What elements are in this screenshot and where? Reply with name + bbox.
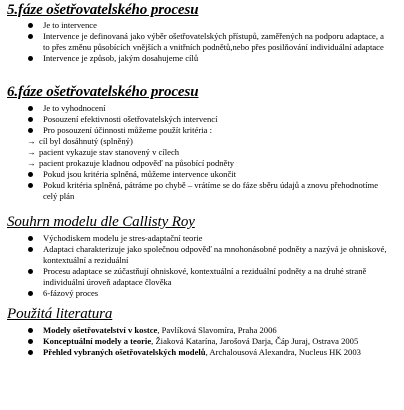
- list-item: 6-fázový proces: [27, 288, 389, 299]
- arrow-icon: →: [27, 158, 36, 168]
- list-item: Je to vyhodnocení: [27, 103, 389, 114]
- list-item: Intervence je definovaná jako výběr ošetřovatelských přístupů, zaměřených na podporu adaptace, a to přes změnu působících vnějších a vnitřních podnětů,nebo přes posilňování individuální adaptace: [27, 31, 389, 53]
- bullet-icon: [28, 172, 33, 177]
- bullet-icon: [28, 56, 33, 61]
- section-heading-phase6: 6.fáze ošetřovatelského procesu: [7, 84, 199, 100]
- bullet-icon: [28, 23, 33, 28]
- list-item: Je to intervence: [27, 20, 389, 31]
- list-item: Adaptaci charakterizuje jako společnou odpověď na mnohonásobné podněty a nazývá je ohniskové, kontextuální a reziduální: [27, 244, 389, 266]
- bullet-icon: [28, 106, 33, 111]
- bullet-icon: [28, 117, 33, 122]
- bullet-icon: [28, 128, 33, 133]
- list-item: → cíl byl dosáhnutý (splněný): [27, 136, 133, 146]
- list-item: → pacient vykazuje stav stanovený v cílech: [27, 147, 180, 157]
- list-item: Intervence je způsob, jakým dosahujeme cílů: [27, 53, 389, 64]
- bullet-icon: [28, 236, 33, 241]
- list-item: Pokud jsou kritéria splněná, můžeme intervence ukončit: [27, 169, 389, 180]
- arrow-icon: →: [27, 136, 36, 146]
- list-item: Pro posouzení účinnosti můžeme použít kritéria :: [27, 125, 389, 136]
- reference-item: Přehled vybraných ošetřovatelských modelů, Archalousová Alexandra, Nucleus HK 2003: [27, 347, 389, 358]
- bullet-icon: [28, 328, 33, 333]
- list-item: Procesu adaptace se zúčastňují ohniskové, kontextuální a reziduální podněty a na druhé straně individuální úroveň adaptace člověka: [27, 266, 389, 288]
- arrow-icon: →: [27, 147, 36, 157]
- roy-summary-list: [27, 233, 389, 299]
- list-item: Posouzení efektivnosti ošetřovatelských intervencí: [27, 114, 389, 125]
- bullet-icon: [28, 247, 33, 252]
- section-heading-literature: Použitá literatura: [7, 306, 113, 322]
- section-heading-phase5: 5.fáze ošetřovatelského procesu: [7, 2, 199, 18]
- bullet-icon: [28, 34, 33, 39]
- literature-list: [27, 325, 389, 358]
- reference-item: Modely ošetřovatelství v kostce, Pavlíková Slavomíra, Praha 2006: [27, 325, 389, 336]
- bullet-icon: [28, 269, 33, 274]
- bullet-icon: [28, 183, 33, 188]
- list-item: Pokud kritéria splněná, pátráme po chybě – vrátíme se do fáze sběru údajů a znovu přehodnotíme celý plán: [27, 180, 389, 202]
- bullet-icon: [28, 291, 33, 296]
- list-item: → pacient prokazuje kladnou odpověď na působící podněty: [27, 158, 235, 168]
- reference-item: Konceptuální modely a teorie, Žiaková Katarína, Jarošová Darja, Čáp Juraj, Ostrava 2005: [27, 336, 389, 347]
- phase6-list: [27, 103, 389, 202]
- bullet-icon: [28, 350, 33, 355]
- section-heading-roy-summary: Souhrn modelu dle Callisty Roy: [7, 214, 195, 230]
- bullet-icon: [28, 339, 33, 344]
- phase5-list: [27, 20, 389, 64]
- list-item: Východiskem modelu je stres-adaptační teorie: [27, 233, 389, 244]
